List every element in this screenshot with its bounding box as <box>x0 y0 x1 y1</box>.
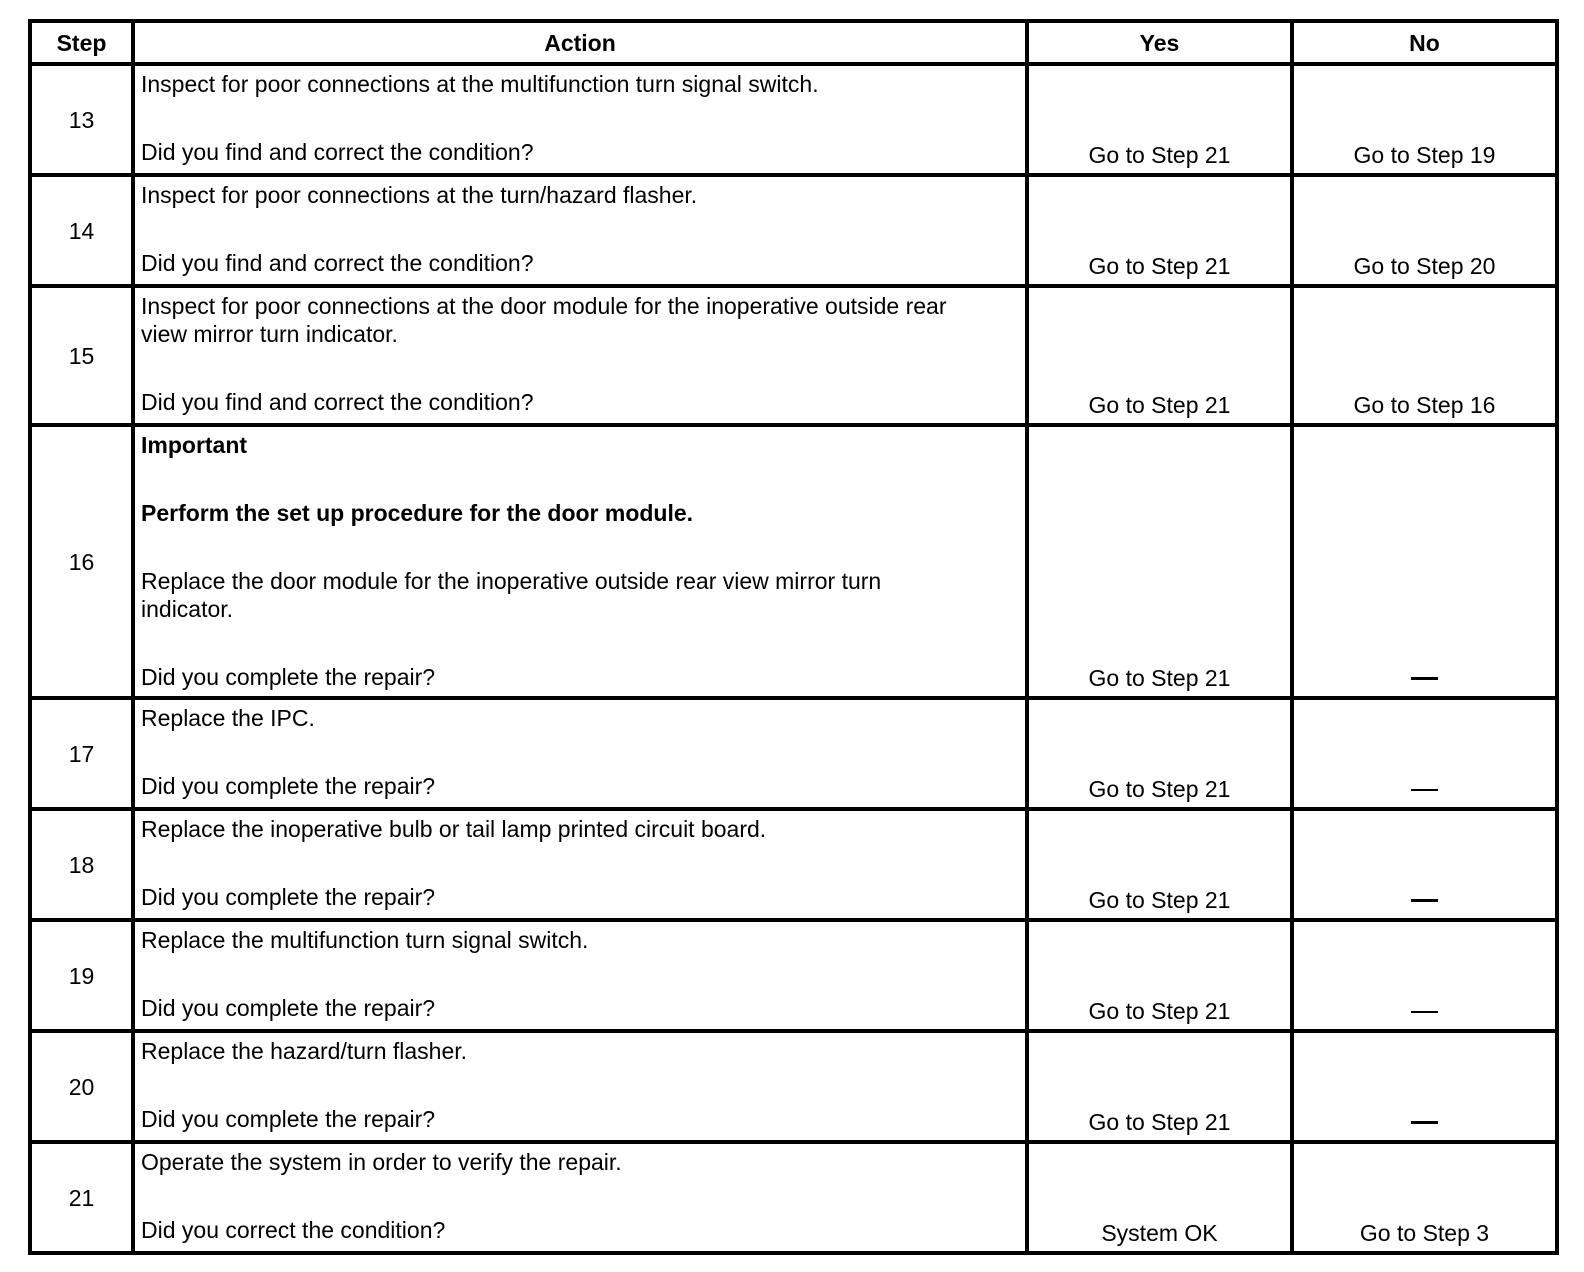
no-result <box>1292 1031 1557 1142</box>
action-text: Replace the hazard/turn flasher. <box>141 1038 468 1064</box>
action-text: Replace the IPC. <box>141 705 315 731</box>
step-number: 19 <box>30 920 133 1031</box>
action-text: Replace the inoperative bulb or tail lamp printed circuit board. <box>141 816 767 842</box>
action-text: Replace the door module for the inoperative outside rear view mirror turn indicator. <box>141 568 882 622</box>
yes-result: Go to Step 21 <box>1027 64 1292 175</box>
action-question: Did you find and correct the condition? <box>141 389 534 415</box>
yes-result: Go to Step 21 <box>1027 425 1292 698</box>
step-number: 21 <box>30 1142 133 1253</box>
table-row <box>30 920 1557 1031</box>
action-cell <box>133 920 1027 1031</box>
action-cell <box>133 286 1027 425</box>
step-number: 17 <box>30 698 133 809</box>
yes-result: System OK <box>1027 1142 1292 1253</box>
no-result: Go to Step 16 <box>1292 286 1557 425</box>
step-number: 16 <box>30 425 133 698</box>
yes-result: Go to Step 21 <box>1027 286 1292 425</box>
diagnostic-steps-table <box>28 19 1559 1255</box>
yes-result: Go to Step 21 <box>1027 1031 1292 1142</box>
no-result: Go to Step 3 <box>1292 1142 1557 1253</box>
important-label: Important <box>141 432 248 458</box>
action-question: Did you complete the repair? <box>141 1106 436 1132</box>
action-cell <box>133 809 1027 920</box>
step-number: 18 <box>30 809 133 920</box>
action-cell <box>133 425 1027 698</box>
no-result <box>1292 425 1557 698</box>
action-text: Inspect for poor connections at the turn/hazard flasher. <box>141 182 698 208</box>
no-result: Go to Step 20 <box>1292 175 1557 286</box>
table-row <box>30 809 1557 920</box>
step-number: 14 <box>30 175 133 286</box>
table-row <box>30 64 1557 175</box>
header-yes: Yes <box>1027 21 1292 64</box>
action-text: Inspect for poor connections at the multifunction turn signal switch. <box>141 71 819 97</box>
dash-mark <box>1411 677 1438 680</box>
action-question: Did you find and correct the condition? <box>141 139 534 165</box>
yes-result: Go to Step 21 <box>1027 175 1292 286</box>
dash-mark <box>1411 789 1438 791</box>
action-question: Did you find and correct the condition? <box>141 250 534 276</box>
action-text: Operate the system in order to verify the repair. <box>141 1149 622 1175</box>
yes-result: Go to Step 21 <box>1027 920 1292 1031</box>
step-number: 15 <box>30 286 133 425</box>
action-question: Did you complete the repair? <box>141 773 436 799</box>
yes-result: Go to Step 21 <box>1027 809 1292 920</box>
table-row <box>30 286 1557 425</box>
table-row <box>30 1031 1557 1142</box>
header-step: Step <box>30 21 133 64</box>
action-text: Inspect for poor connections at the door module for the inoperative outside rear view mirror turn indicator. <box>141 293 947 347</box>
header-action: Action <box>133 21 1027 64</box>
action-question: Did you complete the repair? <box>141 884 436 910</box>
action-text: Replace the multifunction turn signal switch. <box>141 927 589 953</box>
action-cell <box>133 698 1027 809</box>
step-number: 20 <box>30 1031 133 1142</box>
table-row <box>30 1142 1557 1253</box>
header-no: No <box>1292 21 1557 64</box>
dash-mark <box>1411 1121 1438 1124</box>
action-cell <box>133 64 1027 175</box>
table-row <box>30 698 1557 809</box>
action-question: Did you complete the repair? <box>141 664 436 690</box>
no-result: Go to Step 19 <box>1292 64 1557 175</box>
yes-result: Go to Step 21 <box>1027 698 1292 809</box>
action-cell <box>133 1031 1027 1142</box>
action-question: Did you complete the repair? <box>141 995 436 1021</box>
action-question: Did you correct the condition? <box>141 1217 446 1243</box>
action-cell <box>133 175 1027 286</box>
no-result <box>1292 809 1557 920</box>
step-number: 13 <box>30 64 133 175</box>
table-row <box>30 425 1557 698</box>
dash-mark <box>1411 1011 1438 1013</box>
dash-mark <box>1411 899 1438 902</box>
table-row <box>30 175 1557 286</box>
important-text: Perform the set up procedure for the door module. <box>141 500 694 526</box>
header-row <box>30 21 1557 64</box>
no-result <box>1292 698 1557 809</box>
action-cell <box>133 1142 1027 1253</box>
no-result <box>1292 920 1557 1031</box>
